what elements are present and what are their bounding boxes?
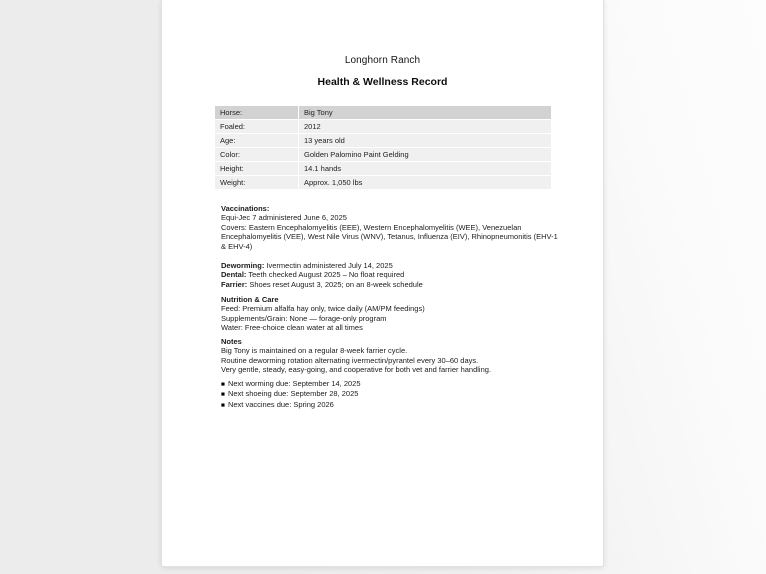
row-value: 13 years old — [299, 134, 552, 148]
reminder-item — [221, 389, 566, 399]
text-line — [221, 261, 566, 270]
square-bullet-icon: ■ — [221, 391, 225, 399]
nutrition-section — [221, 295, 566, 333]
vaccinations-section — [221, 204, 566, 251]
text-line — [221, 280, 566, 289]
row-value: 2012 — [299, 120, 552, 134]
table-row — [215, 162, 552, 176]
text-line: Big Tony is maintained on a regular 8-week farrier cycle. — [221, 346, 408, 356]
row-label: Foaled: — [215, 120, 299, 134]
text-line: Very gentle, steady, easy-going, and cooperative for both vet and farrier handling. — [221, 365, 492, 375]
text-line: Supplements/Grain: None — forage-only program — [221, 313, 387, 323]
text-line — [221, 270, 566, 279]
document-page — [161, 0, 604, 567]
table-row — [215, 120, 552, 134]
row-label: Height: — [215, 162, 299, 176]
row-value: Golden Palomino Paint Gelding — [299, 148, 552, 162]
reminder-text: Next shoeing due: September 28, 2025 — [227, 389, 359, 399]
row-value: Big Tony — [299, 106, 552, 120]
text-line: Equi-Jec 7 administered June 6, 2025 — [221, 213, 347, 223]
line-text: Ivermectin administered July 14, 2025 — [264, 261, 393, 270]
square-bullet-icon: ■ — [221, 401, 225, 409]
row-label: Color: — [215, 148, 299, 162]
reminder-item — [221, 379, 566, 389]
table-row — [215, 176, 552, 190]
table-row — [215, 134, 552, 148]
reminder-text: Next worming due: September 14, 2025 — [227, 379, 361, 388]
section-heading: Notes — [221, 337, 242, 346]
text-line: Encephalomyelitis (VEE), West Nile Virus (WNV), Tetanus, Influenza (EIV), Rhinopneumonitis (EHV-1 — [221, 232, 558, 242]
text-line: Feed: Premium alfalfa hay only, twice daily (AM/PM feedings) — [221, 304, 425, 314]
line-text: Teeth checked August 2025 – No float required — [246, 270, 405, 280]
row-label: Horse: — [215, 106, 299, 120]
reminders-section — [221, 379, 566, 410]
section-heading: Nutrition & Care — [221, 295, 279, 304]
row-label: Weight: — [215, 176, 299, 190]
section-heading: Vaccinations: — [221, 204, 270, 213]
text-line: & EHV-4) — [221, 241, 253, 251]
document-title: Health & Wellness Record — [317, 76, 448, 88]
line-label: Farrier: — [221, 279, 248, 289]
line-label: Dental: — [221, 270, 247, 280]
reminder-item — [221, 400, 566, 410]
line-label: Deworming: — [221, 261, 265, 270]
text-line: Routine deworming rotation alternating ivermectin/pyrantel every 30–60 days. — [221, 355, 479, 365]
care-schedule-section — [221, 261, 566, 289]
reminder-text: Next vaccines due: Spring 2026 — [227, 399, 334, 409]
text-line: Water: Free-choice clean water at all times — [221, 323, 363, 333]
text-line: Covers: Eastern Encephalomyelitis (EEE), Western Encephalomyelitis (WEE), Venezuelan — [221, 222, 522, 232]
ranch-name: Longhorn Ranch — [344, 55, 421, 66]
row-value: Approx. 1,050 lbs — [299, 176, 552, 190]
horse-info-table — [214, 105, 552, 190]
square-bullet-icon: ■ — [221, 381, 225, 388]
table-row — [215, 106, 552, 120]
notes-section — [221, 337, 566, 375]
line-text: Shoes reset August 3, 2025; on an 8-week schedule — [247, 279, 423, 289]
row-label: Age: — [215, 134, 299, 148]
table-row — [215, 148, 552, 162]
row-value: 14.1 hands — [299, 162, 552, 176]
